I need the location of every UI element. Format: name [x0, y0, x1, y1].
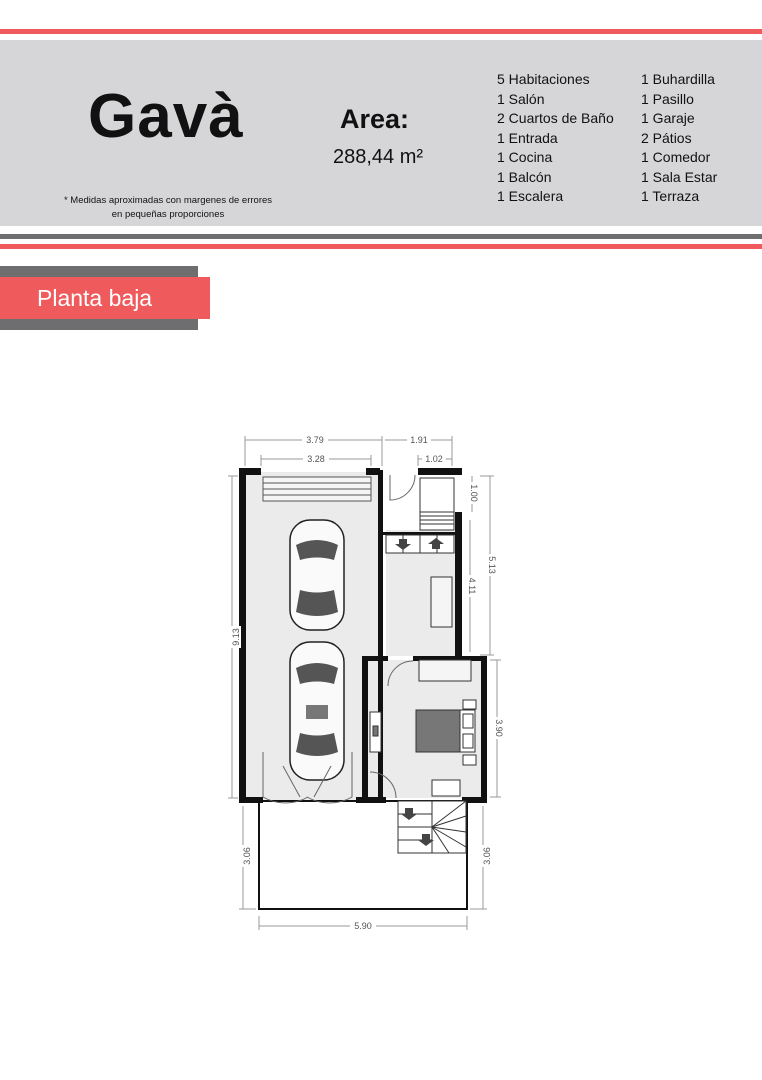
room-item: 1 Buhardilla	[641, 71, 715, 87]
dim-right-lower: 3.06	[482, 847, 492, 865]
disclaimer-note: * Medidas aproximadas con margenes de errores en pequeñas proporciones	[63, 195, 273, 220]
section-label: Planta baja	[0, 277, 210, 319]
room-item: 1 Sala Estar	[641, 168, 718, 185]
staircase-upper	[386, 478, 454, 553]
area-value: 288,44 m²	[333, 146, 424, 168]
room-item: 5 Habitaciones	[497, 71, 590, 87]
dim-right-upper-small: 1.00	[469, 484, 479, 502]
dim-left-overall: 9.13	[231, 628, 241, 646]
room-item: 2 Pátios	[641, 129, 692, 146]
car-icon	[290, 642, 344, 780]
page-title: Gavà	[88, 82, 244, 151]
room-item: 1 Cocina	[497, 149, 553, 165]
room-item: 1 Escalera	[497, 188, 564, 204]
car-icon	[290, 520, 344, 630]
dim-top-inner-left: 3.28	[307, 454, 325, 464]
dim-right-inner: 4.11	[467, 577, 477, 595]
dim-top-inner-right: 1.02	[425, 454, 443, 464]
dim-right-middle: 3.90	[494, 719, 504, 737]
room-item: 1 Pasillo	[641, 90, 694, 107]
dim-top-overall-left: 3.79	[306, 435, 324, 445]
room-item: 1 Garaje	[641, 110, 695, 126]
dim-right-upper: 5.13	[487, 556, 497, 574]
dim-bottom: 5.90	[354, 921, 372, 931]
dim-left-lower: 3.06	[242, 847, 252, 865]
room-item: 1 Salón	[497, 90, 545, 107]
area-label: Area:	[340, 104, 410, 134]
dim-top-overall-right: 1.91	[410, 435, 428, 445]
room-item: 1 Balcón	[497, 168, 552, 185]
room-item: 1 Comedor	[641, 149, 711, 165]
room-item: 1 Terraza	[641, 188, 700, 204]
garage-shelf	[263, 477, 371, 501]
room-item: 1 Entrada	[497, 129, 558, 146]
staircase-lower	[398, 801, 466, 853]
room-item: 2 Cuartos de Baño	[497, 110, 614, 126]
